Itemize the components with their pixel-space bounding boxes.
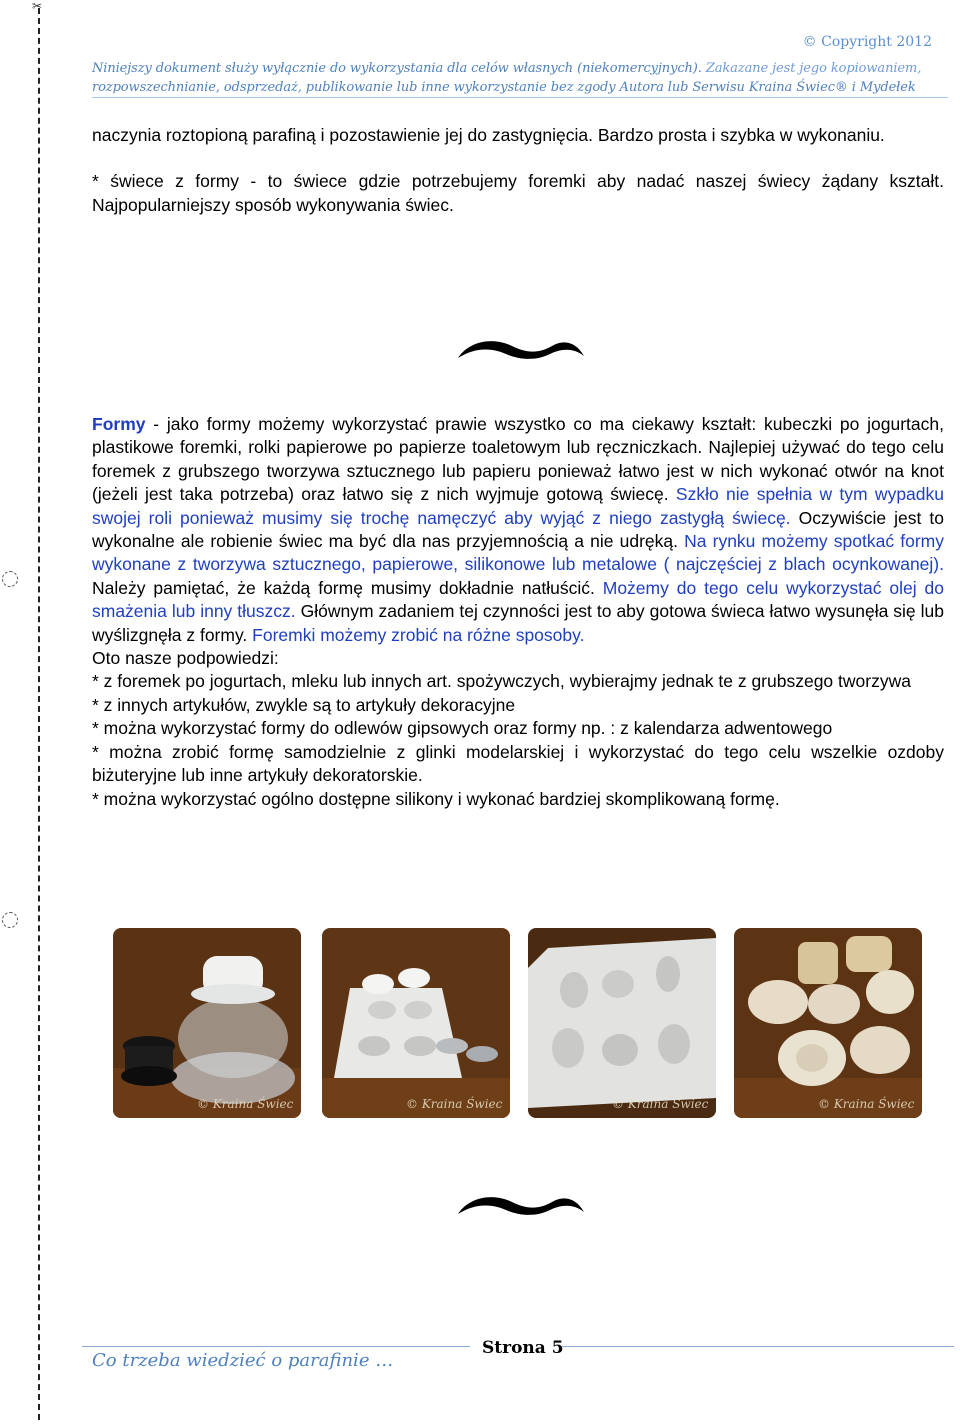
punch-hole-icon: [2, 571, 18, 587]
text-segment: Na rynku możemy spotkać formy wykonane z tworzywa sztucznego, papierowe, silikonowe lub metalowe ( najczęściej z blach ocynkowanej).: [92, 531, 944, 575]
paragraph: * świece z formy - to świece gdzie potrzebujemy foremki aby nadać naszej świecy żądany kształt. Najpopularniejszy sposób wykonywania świec.: [92, 171, 944, 215]
page-number: Strona 5: [482, 1338, 564, 1358]
photo-watermark: © Kraina Świec: [612, 1097, 709, 1111]
notice-text: rozpowszechnianie, odsprzedaż, publikowanie lub inne wykorzystanie bez zgody Autora lub Serwisu Kraina Świec® i Mydełek: [92, 80, 916, 95]
text-segment: Szkło nie spełnia w tym wypadku swojej roli ponieważ musimy się trochę namęczyć aby wyjąć z niego zastygłą świecę.: [92, 484, 945, 528]
photo-cup-molds: [322, 928, 510, 1118]
swash-divider-icon: [456, 1188, 586, 1222]
list-item: * można wykorzystać ogólno dostępne silikony i wykonać bardziej skomplikowaną formę.: [92, 788, 780, 809]
forms-paragraph: [92, 413, 944, 647]
text-segment: Możemy do tego celu wykorzystać olej do smażenia lub inny tłuszcz.: [92, 577, 944, 622]
text-segment: Oczywiście jest to wykonalne ale robienie świec ma być dla nas przyjemnością a nie udręką.: [92, 507, 945, 552]
copyright: © Copyright 2012: [802, 34, 932, 50]
list-item: * z foremek po jogurtach, mleku lub innych art. spożywczych, wybierajmy jednak te z grubszego tworzywa: [92, 671, 911, 692]
header-rule: [92, 97, 948, 98]
footer-rule: [562, 1346, 954, 1347]
list-item: * można wykorzystać formy do odlewów gipsowych oraz formy np. : z kalendarza adwentowego: [92, 718, 833, 739]
scissors-icon: ✂: [32, 0, 43, 13]
list-item: * można zrobić formę samodzielnie z glinki modelarskiej i wykorzystać do tego celu wszelkie ozdoby biżuteryjne lub inne artykuły dekoratorskie.: [92, 741, 944, 786]
photo-clay-molds: [734, 928, 922, 1118]
text-segment: - jako formy możemy wykorzystać prawie wszystko co ma ciekawy kształt: kubeczki po jogurtach, plastikowe foremki, rolki papierowe po papierze toaletowym lub ręczniczkach. Najlepiej używać do tego celu foremek z grubszego tworzywa sztucznego lub papieru ponieważ łatwo jest w nich wykonać otwór na knot (jeżeli jest taka potrzeba) oraz łatwo się z nich wyjmuje gotową świecę.: [92, 414, 944, 505]
notice-text: Niniejszy dokument służy wyłącznie do wykorzystania dla celów własnych (niekomercyjnych).: [92, 61, 706, 76]
list-item: * z innych artykułów, zwykle są to artykuły dekoracyjne: [92, 694, 516, 715]
footer-title: Co trzeba wiedzieć o parafinie …: [92, 1350, 394, 1371]
photo-watermark: © Kraina Świec: [818, 1097, 915, 1111]
photo-watermark: © Kraina Świec: [406, 1097, 503, 1111]
hint-line: Oto nasze podpowiedzi:: [92, 648, 279, 669]
punch-hole-icon: [2, 912, 18, 928]
intro-section: [92, 124, 944, 217]
text-segment: Należy pamiętać, że każdą formę musimy dokładnie natłuścić.: [92, 577, 603, 598]
notice-text-link: Zakazane jest jego kopiowaniem,: [705, 61, 922, 76]
footer-rule: [82, 1346, 470, 1347]
cut-line: [38, 8, 40, 1420]
text-segment: Głównym zadaniem tej czynności jest to aby gotowa świeca łatwo wysunęła się lub wyślizgnęła z formy.: [92, 601, 944, 645]
forms-section: [92, 413, 944, 811]
forms-heading: Formy: [92, 414, 146, 434]
photo-watermark: © Kraina Świec: [197, 1097, 294, 1111]
text-segment: Foremki możemy zrobić na różne sposoby.: [252, 624, 585, 645]
paragraph: naczynia roztopioną parafiną i pozostawienie jej do zastygnięcia. Bardzo prosta i szybka w wykonaniu.: [92, 125, 885, 145]
photo-plaster-mold-sheet: [528, 928, 716, 1118]
photo-plastic-molds: [113, 928, 301, 1118]
usage-notice: [92, 59, 948, 97]
swash-divider-icon: [456, 332, 586, 366]
